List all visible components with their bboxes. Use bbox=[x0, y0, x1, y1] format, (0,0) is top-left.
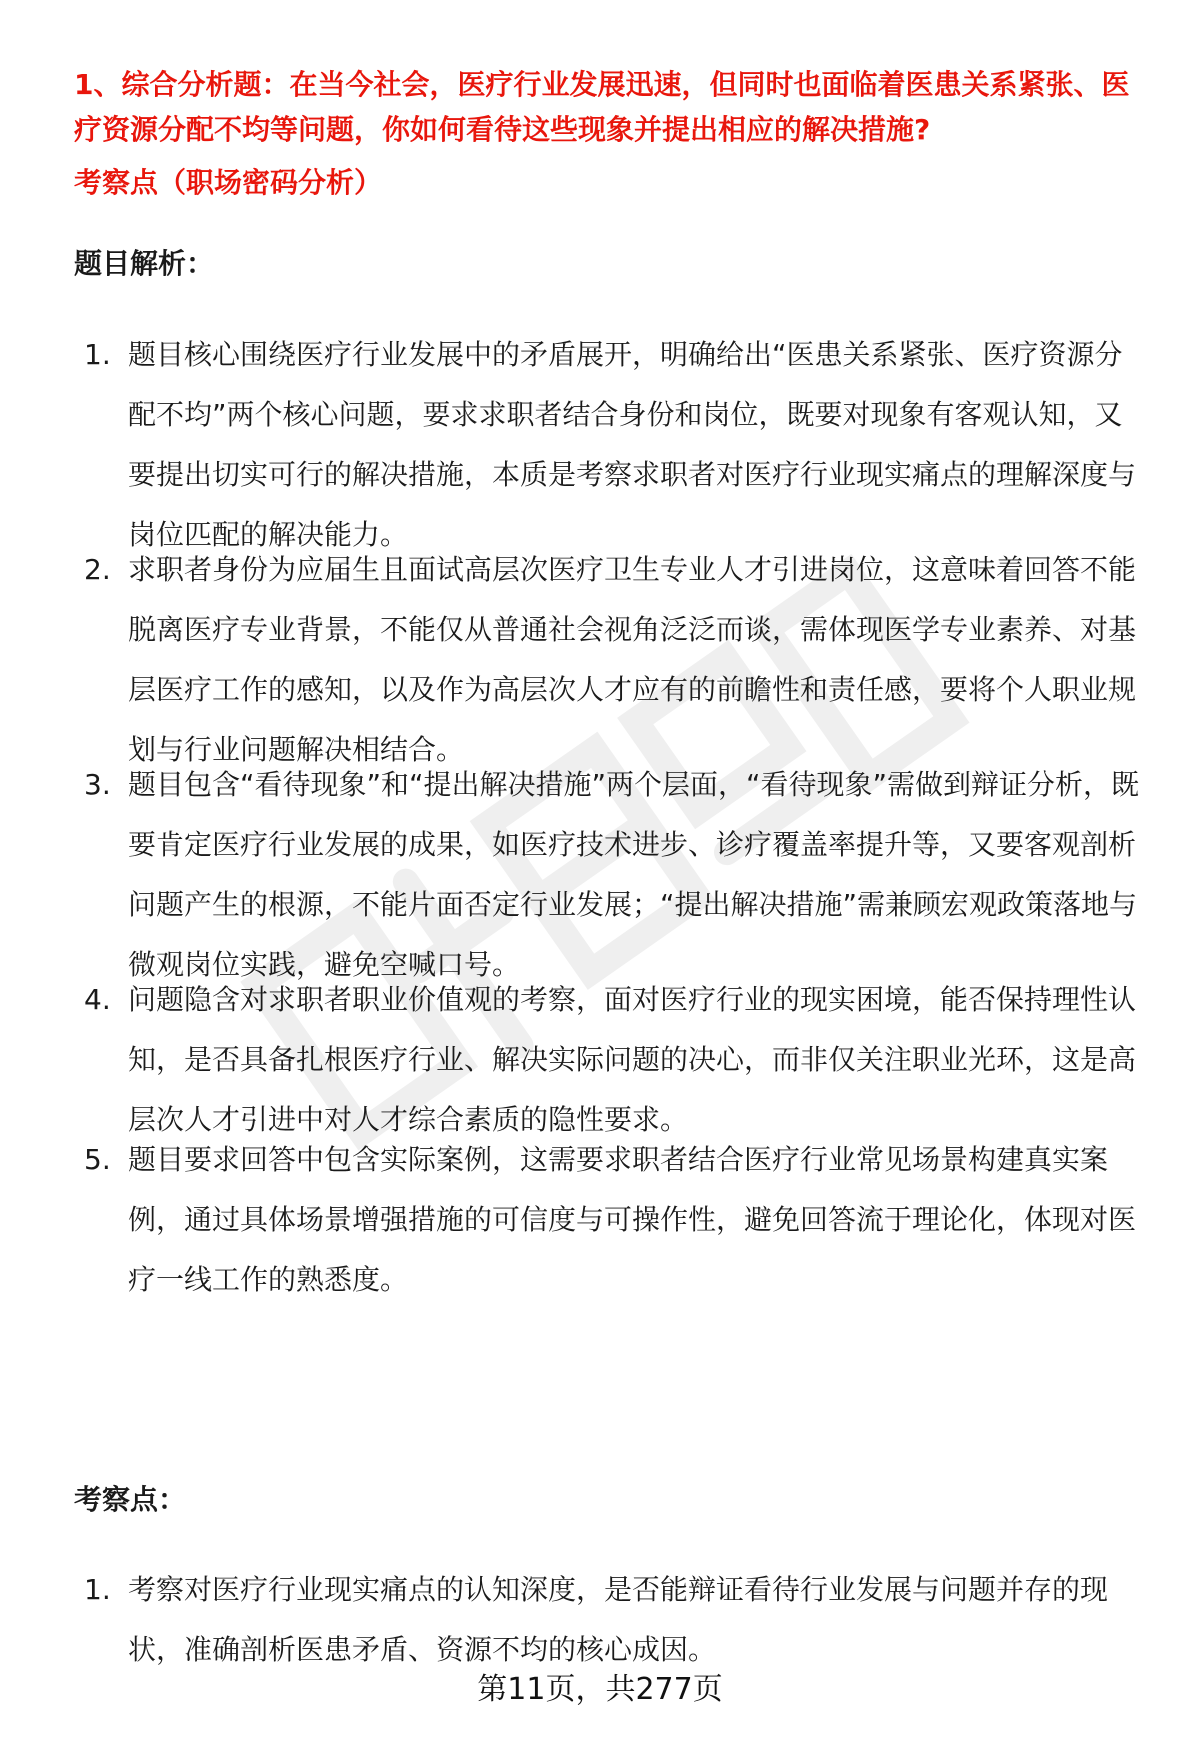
list-item-text: 题目包含“看待现象”和“提出解决措施”两个层面，“看待现象”需做到辩证分析，既要肯定医疗行业发展的成果，如医疗技术进步、诊疗覆盖率提升等，又要客观剖析问题产生的根源，不能片面否定行业发展；“提出解决措施”需兼顾宏观政策落地与微观岗位实践，避免空喊口号。 bbox=[128, 768, 1140, 981]
list-item-text: 问题隐含对求职者职业价值观的考察，面对医疗行业的现实困境，能否保持理性认知，是否具备扎根医疗行业、解决实际问题的决心，而非仅关注职业光环，这是高层次人才引进中对人才综合素质的隐性要求。 bbox=[128, 983, 1137, 1136]
list-item-number: 4. bbox=[84, 983, 111, 1016]
list-item-number: 1. bbox=[84, 1573, 111, 1606]
list-item-text: 题目核心围绕医疗行业发展中的矛盾展开，明确给出“医患关系紧张、医疗资源分配不均”两个核心问题，要求求职者结合身份和岗位，既要对现象有客观认知，又要提出切实可行的解决措施，本质是考察求职者对医疗行业现实痛点的理解深度与岗位匹配的解决能力。 bbox=[128, 338, 1137, 551]
points-heading: 考察点： bbox=[74, 1483, 187, 1516]
list-item-number: 1. bbox=[84, 338, 111, 371]
analysis-heading: 题目解析： bbox=[74, 247, 215, 280]
list-item-number: 2. bbox=[84, 553, 111, 586]
list-item-text: 求职者身份为应届生且面试高层次医疗卫生专业人才引进岗位，这意味着回答不能脱离医疗专业背景，不能仅从普通社会视角泛泛而谈，需体现医学专业素养、对基层医疗工作的感知，以及作为高层次人才应有的前瞻性和责任感，要将个人职业规划与行业问题解决相结合。 bbox=[128, 553, 1137, 766]
list-item-text: 考察对医疗行业现实痛点的认知深度，是否能辩证看待行业发展与问题并存的现状，准确剖析医患矛盾、资源不均的核心成因。 bbox=[128, 1573, 1109, 1666]
list-item-text: 题目要求回答中包含实际案例，这需要求职者结合医疗行业常见场景构建真实案例，通过具体场景增强措施的可信度与可操作性，避免回答流于理论化，体现对医疗一线工作的熟悉度。 bbox=[128, 1143, 1137, 1296]
page-number: 第11页，共277页 bbox=[477, 1672, 723, 1707]
question-title: 1、综合分析题：在当今社会，医疗行业发展迅速，但同时也面临着医患关系紧张、医疗资源分配不均等问题，你如何看待这些现象并提出相应的解决措施? bbox=[74, 68, 1130, 146]
examine-point-heading: 考察点（职场密码分析） bbox=[74, 166, 383, 199]
list-item-number: 3. bbox=[84, 768, 111, 801]
list-item-number: 5. bbox=[84, 1143, 111, 1176]
